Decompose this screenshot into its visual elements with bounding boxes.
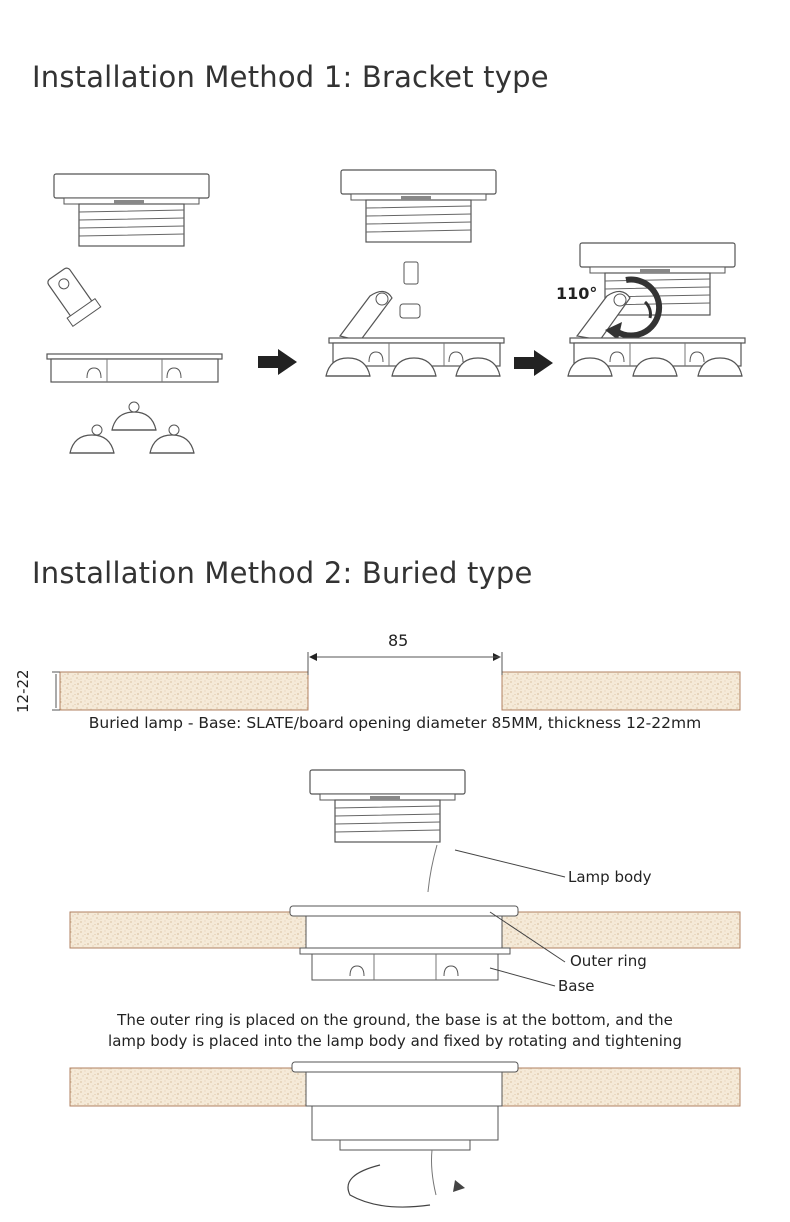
base-label: Base	[558, 977, 595, 995]
step2-bracket-mount	[326, 170, 504, 376]
step-arrow-1	[258, 349, 297, 375]
slab-dimension-figure	[52, 652, 740, 710]
step-arrow-2	[514, 350, 553, 376]
thickness-dimension: 12-22	[14, 669, 32, 713]
opening-caption: Buried lamp - Base: SLATE/board opening diameter 85MM, thickness 12-22mm	[88, 714, 702, 732]
method1-title: Installation Method 1: Bracket type	[32, 60, 549, 94]
assembly-note-line1: The outer ring is placed on the ground, the base is at the bottom, and the	[117, 1011, 673, 1029]
angle-label: 110°	[556, 284, 598, 303]
step3-rotated	[568, 243, 745, 376]
buried-assembled-figure	[70, 1062, 740, 1207]
lamp-body-label: Lamp body	[568, 868, 652, 886]
opening-dimension: 85	[388, 631, 409, 650]
outer-ring-label: Outer ring	[570, 952, 647, 970]
assembly-note	[0, 1010, 790, 1052]
assembly-note-line2: lamp body is placed into the lamp body and fixed by rotating and tightening	[108, 1032, 682, 1050]
method2-title: Installation Method 2: Buried type	[32, 556, 533, 590]
step1-exploded	[43, 174, 222, 453]
